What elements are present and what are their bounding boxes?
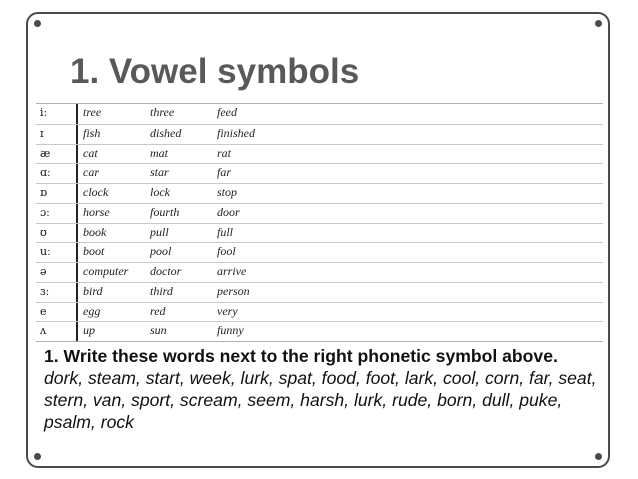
example-word: red bbox=[150, 303, 166, 318]
corner-dot bbox=[595, 20, 602, 27]
example-word: person bbox=[217, 283, 250, 298]
example-word: far bbox=[217, 165, 232, 180]
table-row bbox=[36, 144, 603, 164]
table-row bbox=[36, 282, 603, 302]
table-row bbox=[36, 223, 603, 243]
phonetic-symbol: ɔː bbox=[40, 205, 50, 219]
example-word: horse bbox=[83, 204, 110, 219]
table-row bbox=[36, 302, 603, 322]
example-word: egg bbox=[83, 303, 101, 318]
phonetic-symbol: ʊ bbox=[40, 225, 47, 239]
example-word: door bbox=[217, 204, 240, 219]
example-word: dished bbox=[150, 125, 182, 140]
phonetic-symbol: ɜː bbox=[40, 284, 50, 298]
table-row bbox=[36, 104, 603, 124]
example-word: fourth bbox=[150, 204, 180, 219]
example-word: computer bbox=[83, 264, 129, 278]
example-word: stop bbox=[217, 185, 238, 199]
example-word: lock bbox=[150, 185, 170, 199]
corner-dot bbox=[34, 20, 41, 27]
task-block bbox=[44, 345, 604, 433]
example-word: full bbox=[217, 224, 234, 239]
table-row bbox=[36, 262, 603, 282]
example-word: car bbox=[83, 165, 99, 180]
phonetic-symbol: ɪ bbox=[40, 126, 44, 140]
phonetic-symbol: iː bbox=[40, 106, 48, 119]
example-word: feed bbox=[217, 105, 237, 119]
example-word: three bbox=[150, 105, 175, 119]
phonetic-symbol: uː bbox=[40, 245, 51, 259]
slide-title: 1. Vowel symbols bbox=[70, 52, 360, 91]
example-word: cat bbox=[83, 145, 98, 160]
phonetic-symbol: ʌ bbox=[40, 324, 47, 338]
table-row bbox=[36, 124, 603, 144]
corner-dot bbox=[34, 453, 41, 460]
example-word: sun bbox=[150, 323, 167, 338]
example-word: up bbox=[83, 323, 95, 338]
example-word: book bbox=[83, 224, 107, 239]
phonetic-symbol: ɑː bbox=[40, 166, 51, 180]
table-row bbox=[36, 242, 603, 262]
phonetic-symbol: ɒ bbox=[40, 186, 48, 199]
vowel-table bbox=[36, 103, 603, 342]
example-word: tree bbox=[83, 105, 102, 119]
task-heading: 1. Write these words next to the right phonetic symbol above. bbox=[44, 346, 558, 366]
example-word: very bbox=[217, 303, 238, 318]
phonetic-symbol: æ bbox=[40, 146, 51, 160]
example-word: boot bbox=[83, 244, 105, 259]
corner-dot bbox=[595, 453, 602, 460]
table-row bbox=[36, 163, 603, 183]
example-word: mat bbox=[150, 145, 168, 160]
example-word: fish bbox=[83, 125, 101, 140]
example-word: rat bbox=[217, 145, 232, 160]
phonetic-symbol: e bbox=[40, 304, 47, 318]
example-word: pull bbox=[150, 224, 169, 239]
example-word: star bbox=[150, 165, 169, 180]
example-word: doctor bbox=[150, 264, 182, 278]
example-word: fool bbox=[217, 244, 236, 259]
example-word: bird bbox=[83, 283, 103, 298]
example-word: pool bbox=[150, 244, 172, 259]
table-row bbox=[36, 321, 603, 341]
example-word: clock bbox=[83, 185, 109, 199]
task-word-list: dork, steam, start, week, lurk, spat, food, foot, lark, cool, corn, far, seat, stern, van, sport, scream, seem, harsh, lurk, rude, born, dull, puke, psalm, rock bbox=[44, 368, 597, 432]
example-word: arrive bbox=[217, 264, 247, 278]
example-word: third bbox=[150, 283, 173, 298]
example-word: finished bbox=[217, 125, 255, 140]
example-word: funny bbox=[217, 323, 244, 338]
phonetic-symbol: ə bbox=[40, 265, 47, 278]
table-row bbox=[36, 183, 603, 203]
table-row bbox=[36, 203, 603, 223]
